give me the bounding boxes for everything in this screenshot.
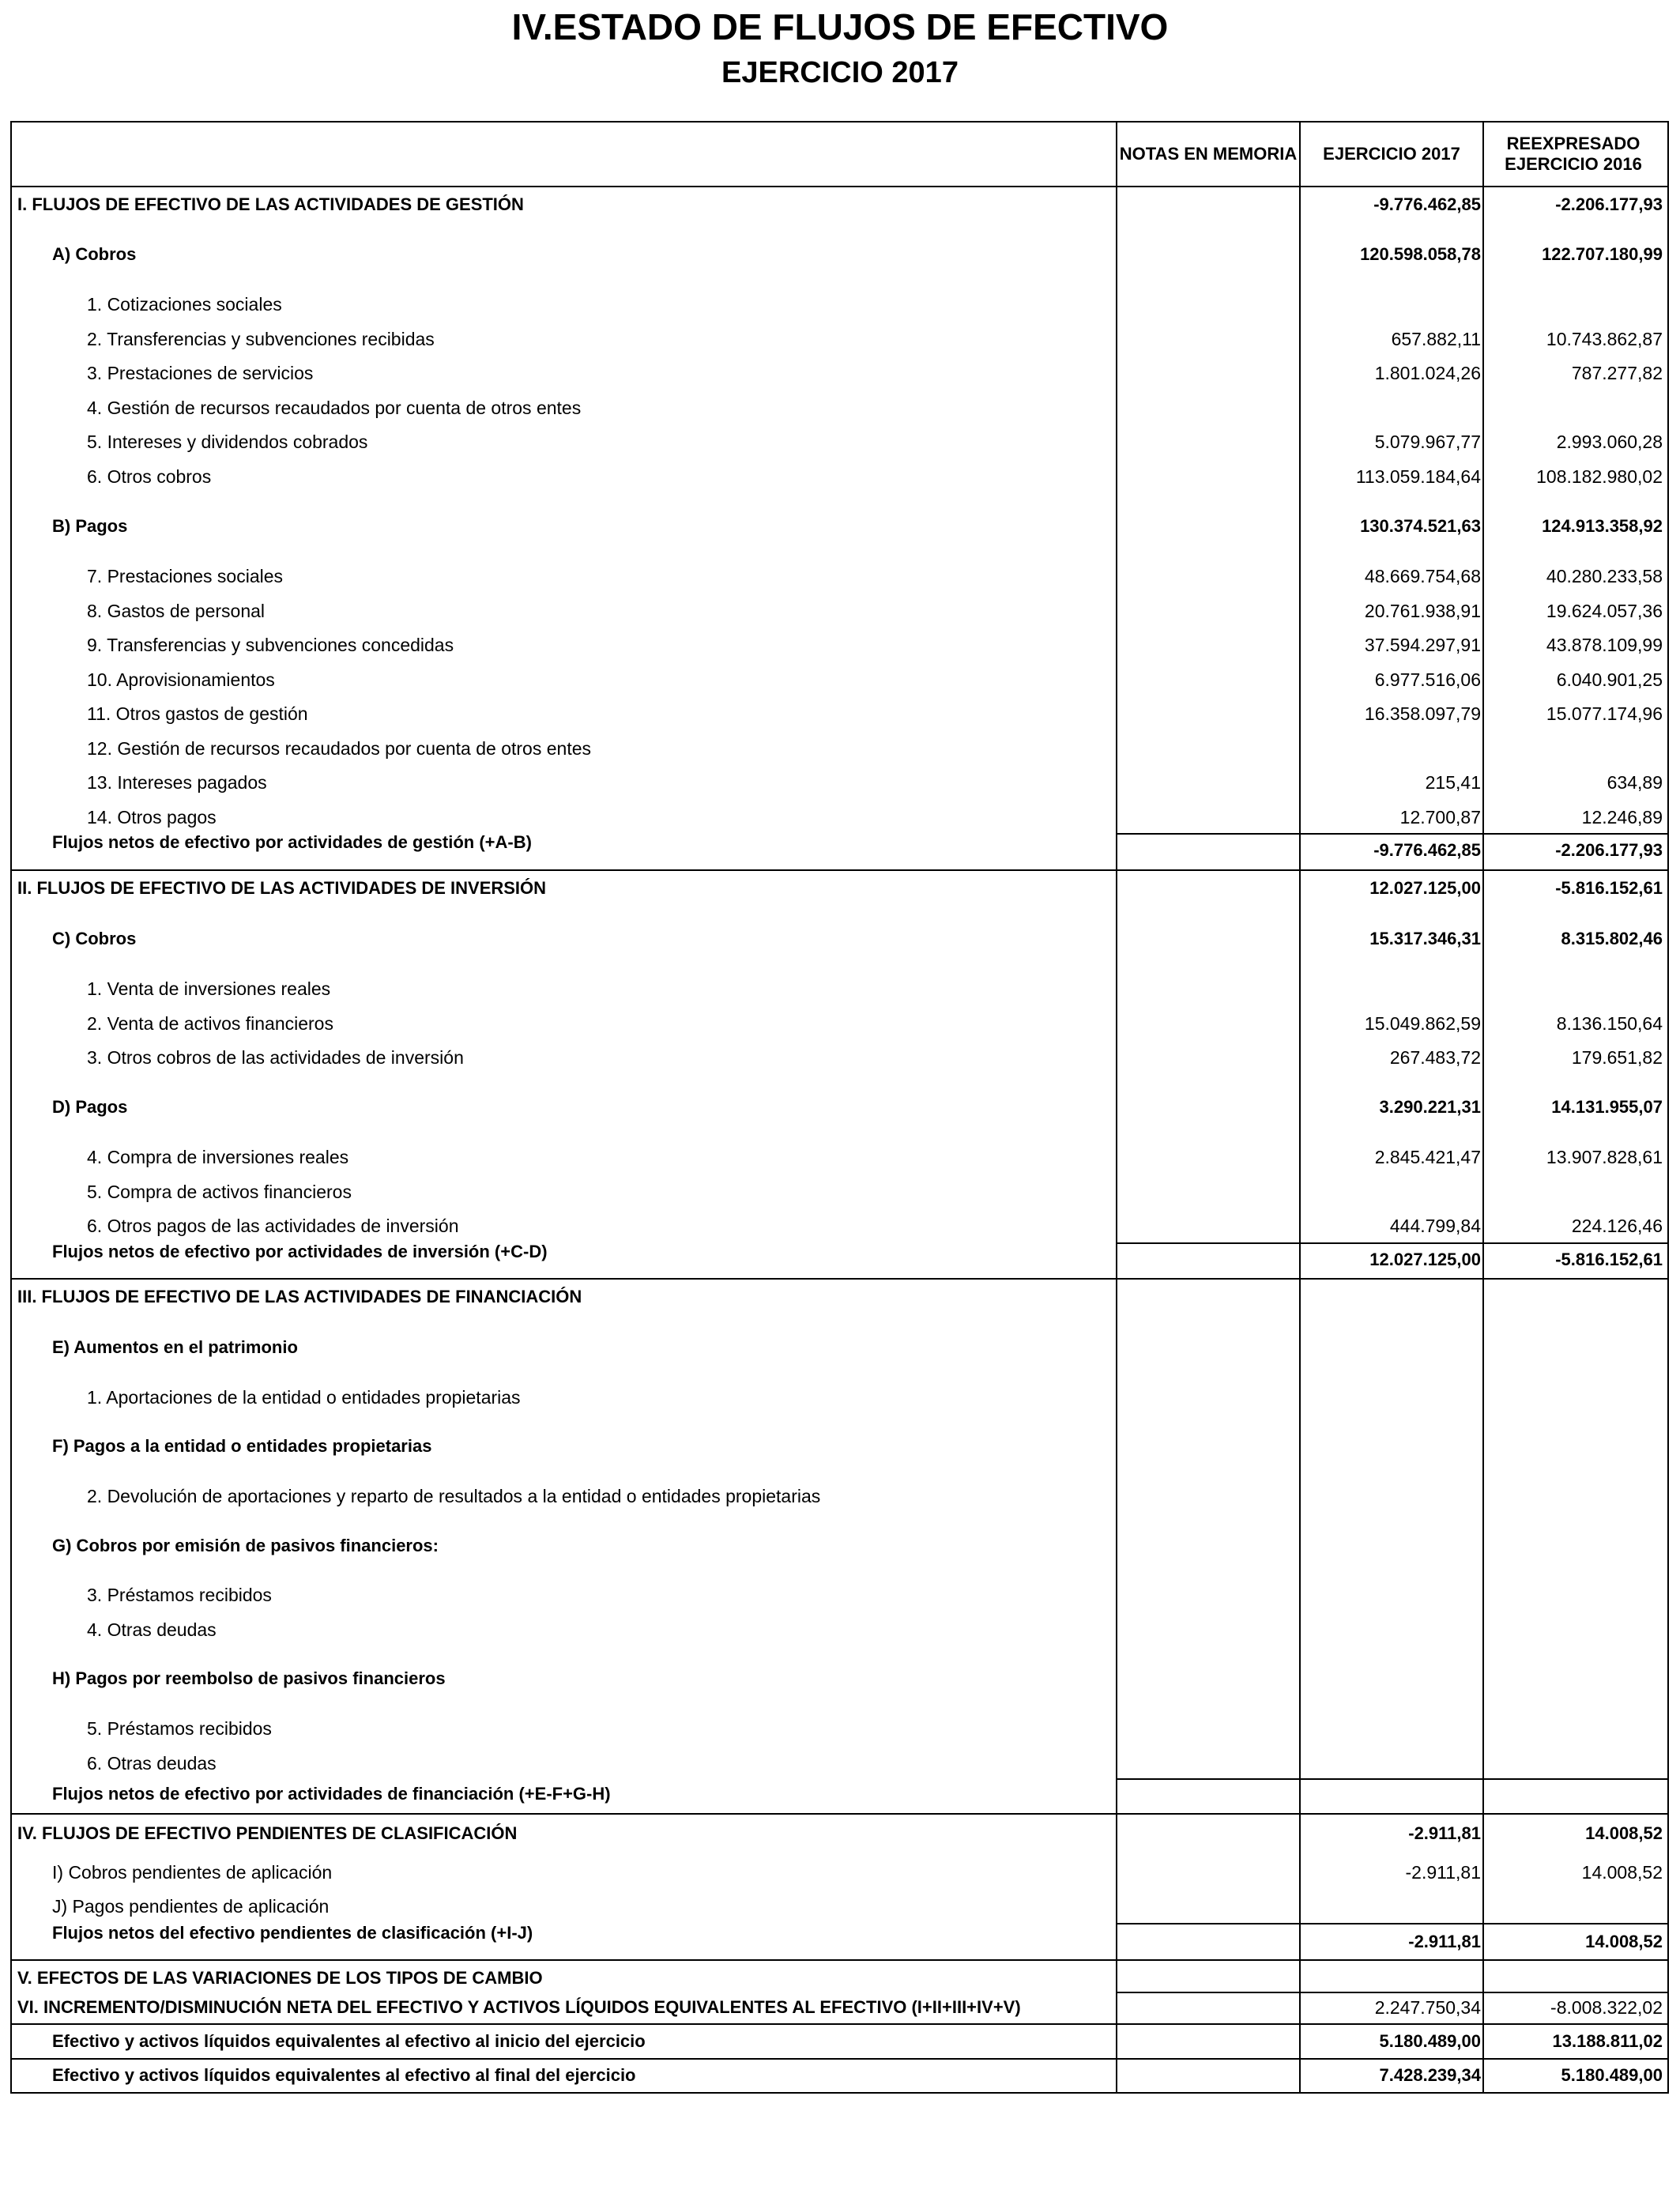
row-value: 37.594.297,91	[1364, 635, 1481, 655]
table-row	[0, 1006, 1680, 1041]
table-row	[0, 1855, 1680, 1890]
row-label: 1. Cotizaciones sociales	[87, 294, 282, 315]
row-label: Flujos netos de efectivo por actividades de inversión (+C-D)	[52, 1242, 548, 1261]
row-label: A) Cobros	[52, 244, 137, 264]
row-value	[1486, 1174, 1663, 1209]
row-value: 224.126,46	[1571, 1216, 1663, 1236]
table-row	[0, 1380, 1680, 1415]
header-ejercicio-2016: REEXPRESADO EJERCICIO 2016	[1505, 134, 1642, 174]
row-label: 9. Transferencias y subvenciones concedidas	[87, 635, 454, 655]
row-value: 179.651,82	[1571, 1047, 1663, 1068]
row-value: 14.131.955,07	[1551, 1097, 1663, 1117]
table-row	[0, 1529, 1680, 1563]
row-value	[1486, 1529, 1663, 1563]
section-row	[0, 1990, 1680, 2025]
row-label: 4. Gestión de recursos recaudados por cuenta de otros entes	[87, 398, 582, 418]
row-value	[1486, 731, 1663, 766]
row-value: 48.669.754,68	[1364, 566, 1481, 586]
row-value	[1302, 390, 1481, 425]
section-row	[0, 1280, 1680, 1314]
row-value: 19.624.057,36	[1546, 601, 1663, 621]
row-value: -5.816.152,61	[1555, 1250, 1663, 1269]
row-label: 1. Aportaciones de la entidad o entidades propietarias	[87, 1387, 521, 1408]
row-value	[1486, 1661, 1663, 1696]
table-row	[0, 1661, 1680, 1696]
table-row	[0, 287, 1680, 322]
row-label: 6. Otros cobros	[87, 466, 212, 487]
row-label: Efectivo y activos líquidos equivalentes al efectivo al final del ejercicio	[52, 2065, 636, 2085]
table-row	[0, 187, 1680, 222]
row-value: 15.077.174,96	[1546, 703, 1663, 724]
row-value: 2.247.750,34	[1374, 1997, 1481, 2018]
row-value	[1486, 1280, 1663, 1314]
table-row	[0, 390, 1680, 425]
table-row	[0, 2024, 1680, 2059]
row-value	[1302, 287, 1481, 322]
row-value: 787.277,82	[1571, 363, 1663, 383]
row-value	[1486, 1746, 1663, 1781]
table-row	[0, 424, 1680, 459]
row-value: 8.136.150,64	[1556, 1013, 1663, 1034]
row-value: -2.911,81	[1408, 1932, 1481, 1951]
row-value: 267.483,72	[1389, 1047, 1481, 1068]
table-row	[0, 1578, 1680, 1612]
row-value: 124.913.358,92	[1542, 516, 1663, 536]
row-label: Efectivo y activos líquidos equivalentes al efectivo al inicio del ejercicio	[52, 2031, 646, 2051]
row-value: 120.598.058,78	[1360, 244, 1481, 264]
row-value: 12.700,87	[1399, 807, 1481, 827]
row-label: 3. Préstamos recibidos	[87, 1585, 272, 1605]
row-label: J) Pagos pendientes de aplicación	[52, 1896, 330, 1917]
row-label: 5. Préstamos recibidos	[87, 1718, 272, 1739]
row-value: 130.374.521,63	[1360, 516, 1481, 536]
row-value: 16.358.097,79	[1364, 703, 1481, 724]
row-label: Flujos netos del efectivo pendientes de clasificación (+I-J)	[52, 1923, 533, 1943]
header-ejercicio-2017: EJERCICIO 2017	[1323, 144, 1460, 164]
row-value: 12.027.125,00	[1369, 878, 1481, 898]
row-value: 14.008,52	[1581, 1862, 1663, 1883]
row-value: -2.911,81	[1405, 1862, 1481, 1883]
row-value: 12.027.125,00	[1369, 1250, 1481, 1269]
row-label: II. FLUJOS DE EFECTIVO DE LAS ACTIVIDADES DE INVERSIÓN	[17, 878, 547, 898]
subtotal-row	[0, 1921, 1680, 1955]
row-label: D) Pagos	[52, 1097, 128, 1117]
section-row	[0, 1816, 1680, 1851]
row-label: B) Pagos	[52, 516, 128, 536]
table-row	[0, 509, 1680, 544]
row-label: Flujos netos de efectivo por actividades de gestión (+A-B)	[52, 832, 532, 852]
row-value	[1486, 287, 1663, 322]
row-label: 5. Compra de activos financieros	[87, 1182, 352, 1202]
page-subtitle: EJERCICIO 2017	[721, 56, 959, 89]
table-row	[0, 459, 1680, 494]
row-value: 215,41	[1425, 772, 1481, 793]
row-value: 122.707.180,99	[1542, 244, 1663, 264]
row-value: 7.428.239,34	[1379, 2065, 1481, 2085]
row-value	[1486, 1380, 1663, 1415]
row-label: 10. Aprovisionamientos	[87, 669, 275, 690]
row-label: 4. Compra de inversiones reales	[87, 1147, 349, 1167]
subtotal-row	[0, 830, 1680, 865]
row-value: 2.993.060,28	[1556, 432, 1663, 452]
row-label: 2. Devolución de aportaciones y reparto de resultados a la entidad o entidades propietarias	[87, 1486, 821, 1506]
row-value	[1302, 1174, 1481, 1209]
row-value	[1486, 1711, 1663, 1746]
section-row	[0, 871, 1680, 906]
row-value: 43.878.109,99	[1546, 635, 1663, 655]
table-row	[0, 1040, 1680, 1075]
table-row	[0, 356, 1680, 390]
row-value: 657.882,11	[1391, 329, 1481, 349]
row-label: IV. FLUJOS DE EFECTIVO PENDIENTES DE CLASIFICACIÓN	[17, 1823, 518, 1843]
row-label: 11. Otros gastos de gestión	[87, 703, 308, 724]
row-value: 40.280.233,58	[1546, 566, 1663, 586]
row-value: 15.049.862,59	[1364, 1013, 1481, 1034]
row-label: 8. Gastos de personal	[87, 601, 266, 621]
row-value	[1486, 1578, 1663, 1612]
row-value: 108.182.980,02	[1536, 466, 1663, 487]
row-value: 3.290.221,31	[1379, 1097, 1481, 1117]
row-label: 13. Intereses pagados	[87, 772, 267, 793]
row-value: 10.743.862,87	[1546, 329, 1663, 349]
row-value	[1302, 1889, 1481, 1924]
table-row	[0, 1090, 1680, 1125]
row-value: 14.008,52	[1585, 1823, 1663, 1843]
table-row	[0, 1429, 1680, 1464]
row-value	[1302, 1280, 1481, 1314]
table-row	[0, 971, 1680, 1006]
page-title: IV.ESTADO DE FLUJOS DE EFECTIVO	[511, 6, 1169, 47]
row-label: I. FLUJOS DE EFECTIVO DE LAS ACTIVIDADES DE GESTIÓN	[17, 194, 524, 214]
section-rule	[10, 1813, 1669, 1815]
row-value	[1486, 1777, 1663, 1811]
row-label: H) Pagos por reembolso de pasivos financieros	[52, 1668, 446, 1688]
row-label: 6. Otros pagos de las actividades de inversión	[87, 1216, 459, 1236]
row-label: 2. Transferencias y subvenciones recibidas	[87, 329, 435, 349]
table-row	[0, 322, 1680, 356]
row-value	[1302, 971, 1481, 1006]
table-row	[0, 731, 1680, 766]
subtotal-row	[0, 1239, 1680, 1274]
row-value	[1302, 1479, 1481, 1514]
row-value: 13.188.811,02	[1552, 2031, 1663, 2051]
row-value: 13.907.828,61	[1546, 1147, 1663, 1167]
row-label: G) Cobros por emisión de pasivos financieros:	[52, 1536, 439, 1555]
table-row	[0, 2058, 1680, 2093]
row-value: 12.246,89	[1581, 807, 1663, 827]
row-value: 113.059.184,64	[1355, 466, 1481, 487]
row-value	[1486, 1429, 1663, 1464]
row-value: -2.911,81	[1408, 1823, 1481, 1843]
row-value: 2.845.421,47	[1374, 1147, 1481, 1167]
row-value: 8.315.802,46	[1561, 929, 1663, 948]
row-value: 6.977.516,06	[1374, 669, 1481, 690]
row-value	[1302, 731, 1481, 766]
table-row	[0, 696, 1680, 731]
row-value: -2.206.177,93	[1555, 840, 1663, 860]
row-value: 444.799,84	[1389, 1216, 1481, 1236]
row-value	[1486, 1612, 1663, 1647]
row-value	[1302, 1529, 1481, 1563]
row-value: 634,89	[1607, 772, 1663, 793]
row-value	[1302, 1661, 1481, 1696]
row-value: 14.008,52	[1585, 1932, 1663, 1951]
row-label: 3. Prestaciones de servicios	[87, 363, 314, 383]
row-label: 12. Gestión de recursos recaudados por cuenta de otros entes	[87, 738, 592, 759]
row-label: 2. Venta de activos financieros	[87, 1013, 333, 1034]
row-label: 1. Venta de inversiones reales	[87, 978, 331, 999]
table-row	[0, 1140, 1680, 1174]
row-value	[1302, 1746, 1481, 1781]
row-value: -9.776.462,85	[1373, 194, 1481, 214]
row-value: 5.180.489,00	[1379, 2031, 1481, 2051]
row-label: F) Pagos a la entidad o entidades propietarias	[52, 1436, 432, 1456]
row-label: E) Aumentos en el patrimonio	[52, 1337, 298, 1357]
row-value	[1302, 1429, 1481, 1464]
row-value	[1302, 1612, 1481, 1647]
row-value: -5.816.152,61	[1555, 878, 1663, 898]
row-label: 4. Otras deudas	[87, 1619, 217, 1640]
table-row	[0, 662, 1680, 697]
table-row	[0, 765, 1680, 800]
table-row	[0, 1711, 1680, 1746]
row-label: 6. Otras deudas	[87, 1753, 217, 1774]
row-value	[1302, 1711, 1481, 1746]
subtotal-row	[0, 1777, 1680, 1811]
table-row	[0, 1612, 1680, 1647]
row-value: -8.008.322,02	[1550, 1997, 1663, 2018]
row-value: -9.776.462,85	[1373, 840, 1481, 860]
table-row	[0, 1330, 1680, 1365]
table-row	[0, 1746, 1680, 1781]
row-value: 6.040.901,25	[1556, 669, 1663, 690]
table-row	[0, 1174, 1680, 1209]
row-label: 3. Otros cobros de las actividades de inversión	[87, 1047, 464, 1068]
header-notas: NOTAS EN MEMORIA	[1119, 144, 1298, 164]
table-row	[0, 922, 1680, 956]
row-value	[1302, 1578, 1481, 1612]
row-value: 20.761.938,91	[1364, 601, 1481, 621]
table-row	[0, 628, 1680, 662]
row-label: C) Cobros	[52, 929, 137, 948]
row-label: III. FLUJOS DE EFECTIVO DE LAS ACTIVIDADES DE FINANCIACIÓN	[17, 1287, 582, 1306]
row-label: 7. Prestaciones sociales	[87, 566, 284, 586]
row-value: 1.801.024,26	[1374, 363, 1481, 383]
table-row	[0, 237, 1680, 272]
row-value	[1486, 1889, 1663, 1924]
row-label: VI. INCREMENTO/DISMINUCIÓN NETA DEL EFECTIVO Y ACTIVOS LÍQUIDOS EQUIVALENTES AL EFECTIVO (I+II+III+IV+V)	[17, 1997, 1021, 2017]
row-value	[1486, 390, 1663, 425]
table-row	[0, 594, 1680, 628]
row-label: I) Cobros pendientes de aplicación	[52, 1862, 333, 1883]
row-value	[1302, 1380, 1481, 1415]
row-value	[1486, 971, 1663, 1006]
table-row	[0, 1479, 1680, 1514]
row-label: V. EFECTOS DE LAS VARIACIONES DE LOS TIPOS DE CAMBIO	[17, 1968, 543, 1988]
row-label: 5. Intereses y dividendos cobrados	[87, 432, 368, 452]
row-value: 5.180.489,00	[1561, 2065, 1663, 2085]
row-label: Flujos netos de efectivo por actividades de financiación (+E-F+G-H)	[52, 1784, 611, 1804]
row-value	[1302, 1777, 1481, 1811]
row-value: -2.206.177,93	[1555, 194, 1663, 214]
row-value	[1486, 1479, 1663, 1514]
table-row	[0, 559, 1680, 594]
row-value	[1486, 1330, 1663, 1365]
row-label: 14. Otros pagos	[87, 807, 217, 827]
row-value: 5.079.967,77	[1374, 432, 1481, 452]
row-value: 15.317.346,31	[1369, 929, 1481, 948]
row-value	[1302, 1330, 1481, 1365]
